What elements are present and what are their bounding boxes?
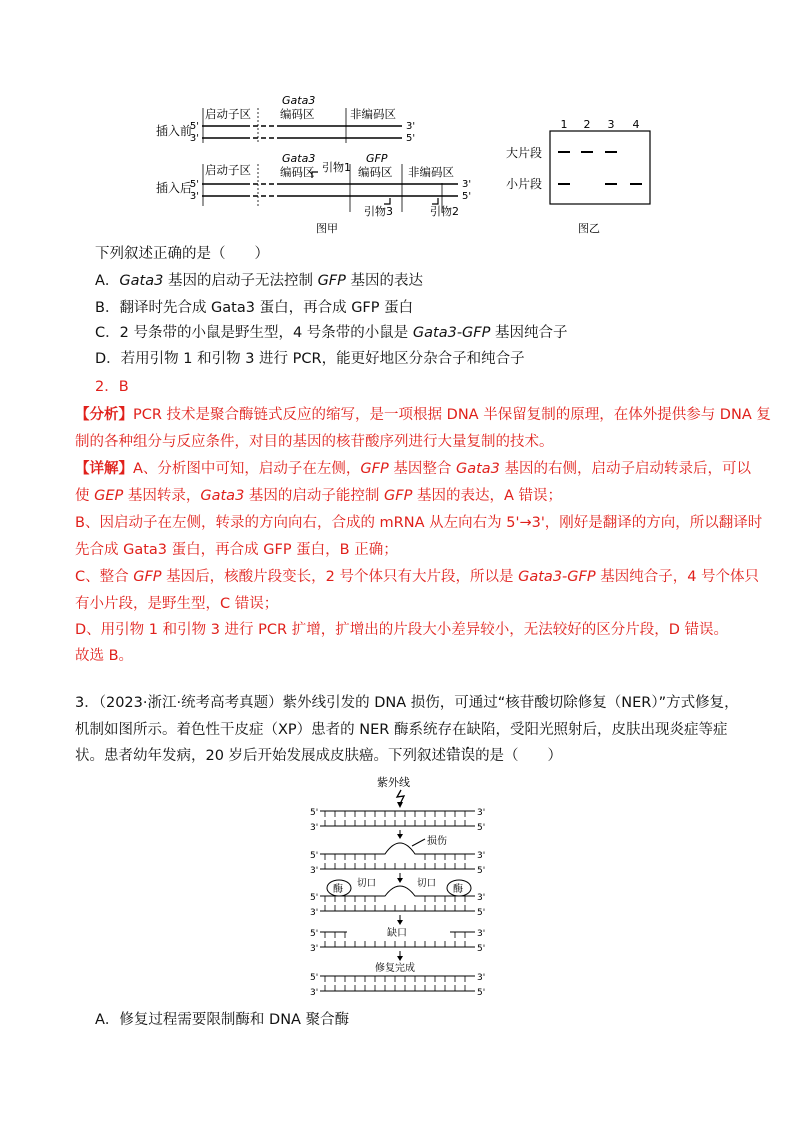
- svg-text:3': 3': [310, 908, 319, 918]
- svg-text:酶: 酶: [453, 884, 463, 895]
- svg-text:5': 5': [477, 908, 486, 918]
- svg-text:5': 5': [310, 808, 319, 818]
- noncoding-label-bottom: 非编码区: [408, 165, 454, 179]
- detail-b-line-1: B、因启动子在左侧，转录的方向向右，合成的 mRNA 从左向右为 5'→3'，刚好是翻译的方向，所以翻译时: [75, 515, 763, 531]
- figure-b-caption: 图乙: [578, 222, 600, 235]
- q3-line-3: 状。患者幼年发病，20 岁后开始发展成皮肤癌。下列叙述错误的是（ ）: [75, 748, 563, 764]
- svg-text:4: 4: [632, 118, 640, 131]
- svg-text:酶: 酶: [333, 884, 343, 895]
- promoter-label-bottom: 启动子区: [205, 163, 251, 177]
- gata3-label-top: Gata3: [282, 94, 316, 107]
- svg-text:5': 5': [477, 866, 486, 876]
- svg-text:5': 5': [406, 133, 416, 144]
- ner-figure: [305, 770, 495, 998]
- svg-text:2: 2: [583, 118, 591, 131]
- svg-text:5': 5': [477, 944, 486, 954]
- gfp-coding-label: 编码区: [358, 165, 393, 179]
- damage-label: 损伤: [427, 836, 447, 847]
- detail-line-2: 使 GEP 基因转录，Gata3 基因的启动子能控制 GFP 基因的表达，A 错误；: [75, 488, 562, 504]
- svg-text:5': 5': [462, 191, 472, 202]
- primer2-arrow: [432, 198, 438, 204]
- svg-text:3': 3': [310, 988, 319, 998]
- gfp-label: GFP: [366, 152, 388, 165]
- coding-label-top: 编码区: [280, 107, 315, 121]
- final-answer: 故选 B。: [75, 648, 134, 664]
- svg-text:3': 3': [477, 929, 486, 939]
- coding-label-bottom: 编码区: [280, 165, 315, 179]
- svg-text:1: 1: [560, 118, 568, 131]
- gel-box: [550, 131, 650, 204]
- detail-line-1: 【详解】A、分析图中可知，启动子在左侧，GFP 基因整合 Gata3 基因的右侧，启动子启动转录后，可以: [75, 461, 751, 477]
- q3-line-2: 机制如图所示。着色性干皮症（XP）患者的 NER 酶系统存在缺陷，受阳光照射后，皮肤出现炎症等症: [75, 722, 728, 738]
- svg-text:5': 5': [310, 929, 319, 939]
- after-label: 插入后: [156, 181, 193, 195]
- answer-number: 2．B: [95, 379, 129, 395]
- svg-text:5': 5': [310, 973, 319, 983]
- primer3-arrow: [384, 198, 390, 204]
- figure-a-caption: 图甲: [316, 222, 338, 235]
- uv-label: 紫外线: [377, 776, 410, 789]
- analysis-line-2: 制的各种组分与反应条件，对目的基因的核苷酸序列进行大量复制的技术。: [75, 434, 554, 450]
- svg-text:3': 3': [310, 866, 319, 876]
- gap-label: 缺口: [387, 928, 407, 939]
- q2-option-a[interactable]: A．Gata3 基因的启动子无法控制 GFP 基因的表达: [95, 273, 423, 289]
- q2-stem: 下列叙述正确的是（ ）: [95, 246, 269, 262]
- svg-text:3': 3': [477, 851, 486, 861]
- large-fragment-label: 大片段: [506, 146, 543, 160]
- primer3-label: 引物3: [364, 205, 393, 218]
- cut-label-right: 切口: [417, 878, 437, 889]
- dna-strand-1: [325, 811, 465, 826]
- q3-option-a[interactable]: A．修复过程需要限制酶和 DNA 聚合酶: [95, 1012, 350, 1028]
- svg-text:5': 5': [310, 893, 319, 903]
- svg-text:5': 5': [477, 988, 486, 998]
- before-label: 插入前: [156, 124, 193, 138]
- svg-text:5': 5': [477, 823, 486, 833]
- cut-label-left: 切口: [357, 878, 377, 889]
- detail-d-line: D、用引物 1 和引物 3 进行 PCR 扩增，扩增出的片段大小差异较小，无法较好的区分片段，D 错误。: [75, 622, 728, 638]
- gata3-label-bottom: Gata3: [282, 152, 316, 165]
- svg-text:3': 3': [310, 823, 319, 833]
- primer1-label: 引物1: [322, 161, 351, 174]
- q2-option-d[interactable]: D．若用引物 1 和引物 3 进行 PCR，能更好地区分杂合子和纯合子: [95, 351, 525, 367]
- analysis-line-1: 【分析】PCR 技术是聚合酶链式反应的缩写，是一项根据 DNA 半保留复制的原理，在体外提供参与 DNA 复: [75, 407, 771, 423]
- svg-text:3': 3': [189, 191, 199, 202]
- figure-a: [150, 88, 490, 238]
- detail-b-line-2: 先合成 Gata3 蛋白，再合成 GFP 蛋白，B 正确；: [75, 542, 398, 558]
- svg-text:3': 3': [477, 893, 486, 903]
- svg-text:3': 3': [477, 973, 486, 983]
- svg-text:3': 3': [462, 179, 472, 190]
- uv-arrow: [397, 790, 404, 804]
- svg-text:3': 3': [406, 121, 416, 132]
- dna-strand-2: [320, 843, 475, 854]
- svg-text:5': 5': [189, 121, 199, 132]
- detail-c-line-2: 有小片段，是野生型，C 错误；: [75, 596, 279, 612]
- q2-option-c[interactable]: C．2 号条带的小鼠是野生型，4 号条带的小鼠是 Gata3-GFP 基因纯合子: [95, 325, 568, 341]
- svg-text:3': 3': [477, 808, 486, 818]
- svg-text:3': 3': [189, 133, 199, 144]
- svg-text:3: 3: [607, 118, 615, 131]
- svg-text:5': 5': [189, 179, 199, 190]
- figure-b: [502, 112, 662, 238]
- q3-line-1: 3．（2023·浙江·统考高考真题）紫外线引发的 DNA 损伤，可通过“核苷酸切除修复（NER）”方式修复，: [75, 695, 739, 711]
- small-fragment-label: 小片段: [506, 177, 543, 191]
- q2-option-b[interactable]: B．翻译时先合成 Gata3 蛋白，再合成 GFP 蛋白: [95, 300, 414, 316]
- primer2-label: 引物2: [430, 205, 459, 218]
- repaired-label: 修复完成: [375, 963, 415, 974]
- noncoding-label-top: 非编码区: [350, 107, 396, 121]
- svg-text:5': 5': [310, 851, 319, 861]
- detail-c-line-1: C、整合 GFP 基因后，核酸片段变长，2 号个体只有大片段，所以是 Gata3-GFP 基因纯合子，4 号个体只: [75, 569, 760, 585]
- svg-text:3': 3': [310, 944, 319, 954]
- promoter-label-top: 启动子区: [205, 107, 251, 121]
